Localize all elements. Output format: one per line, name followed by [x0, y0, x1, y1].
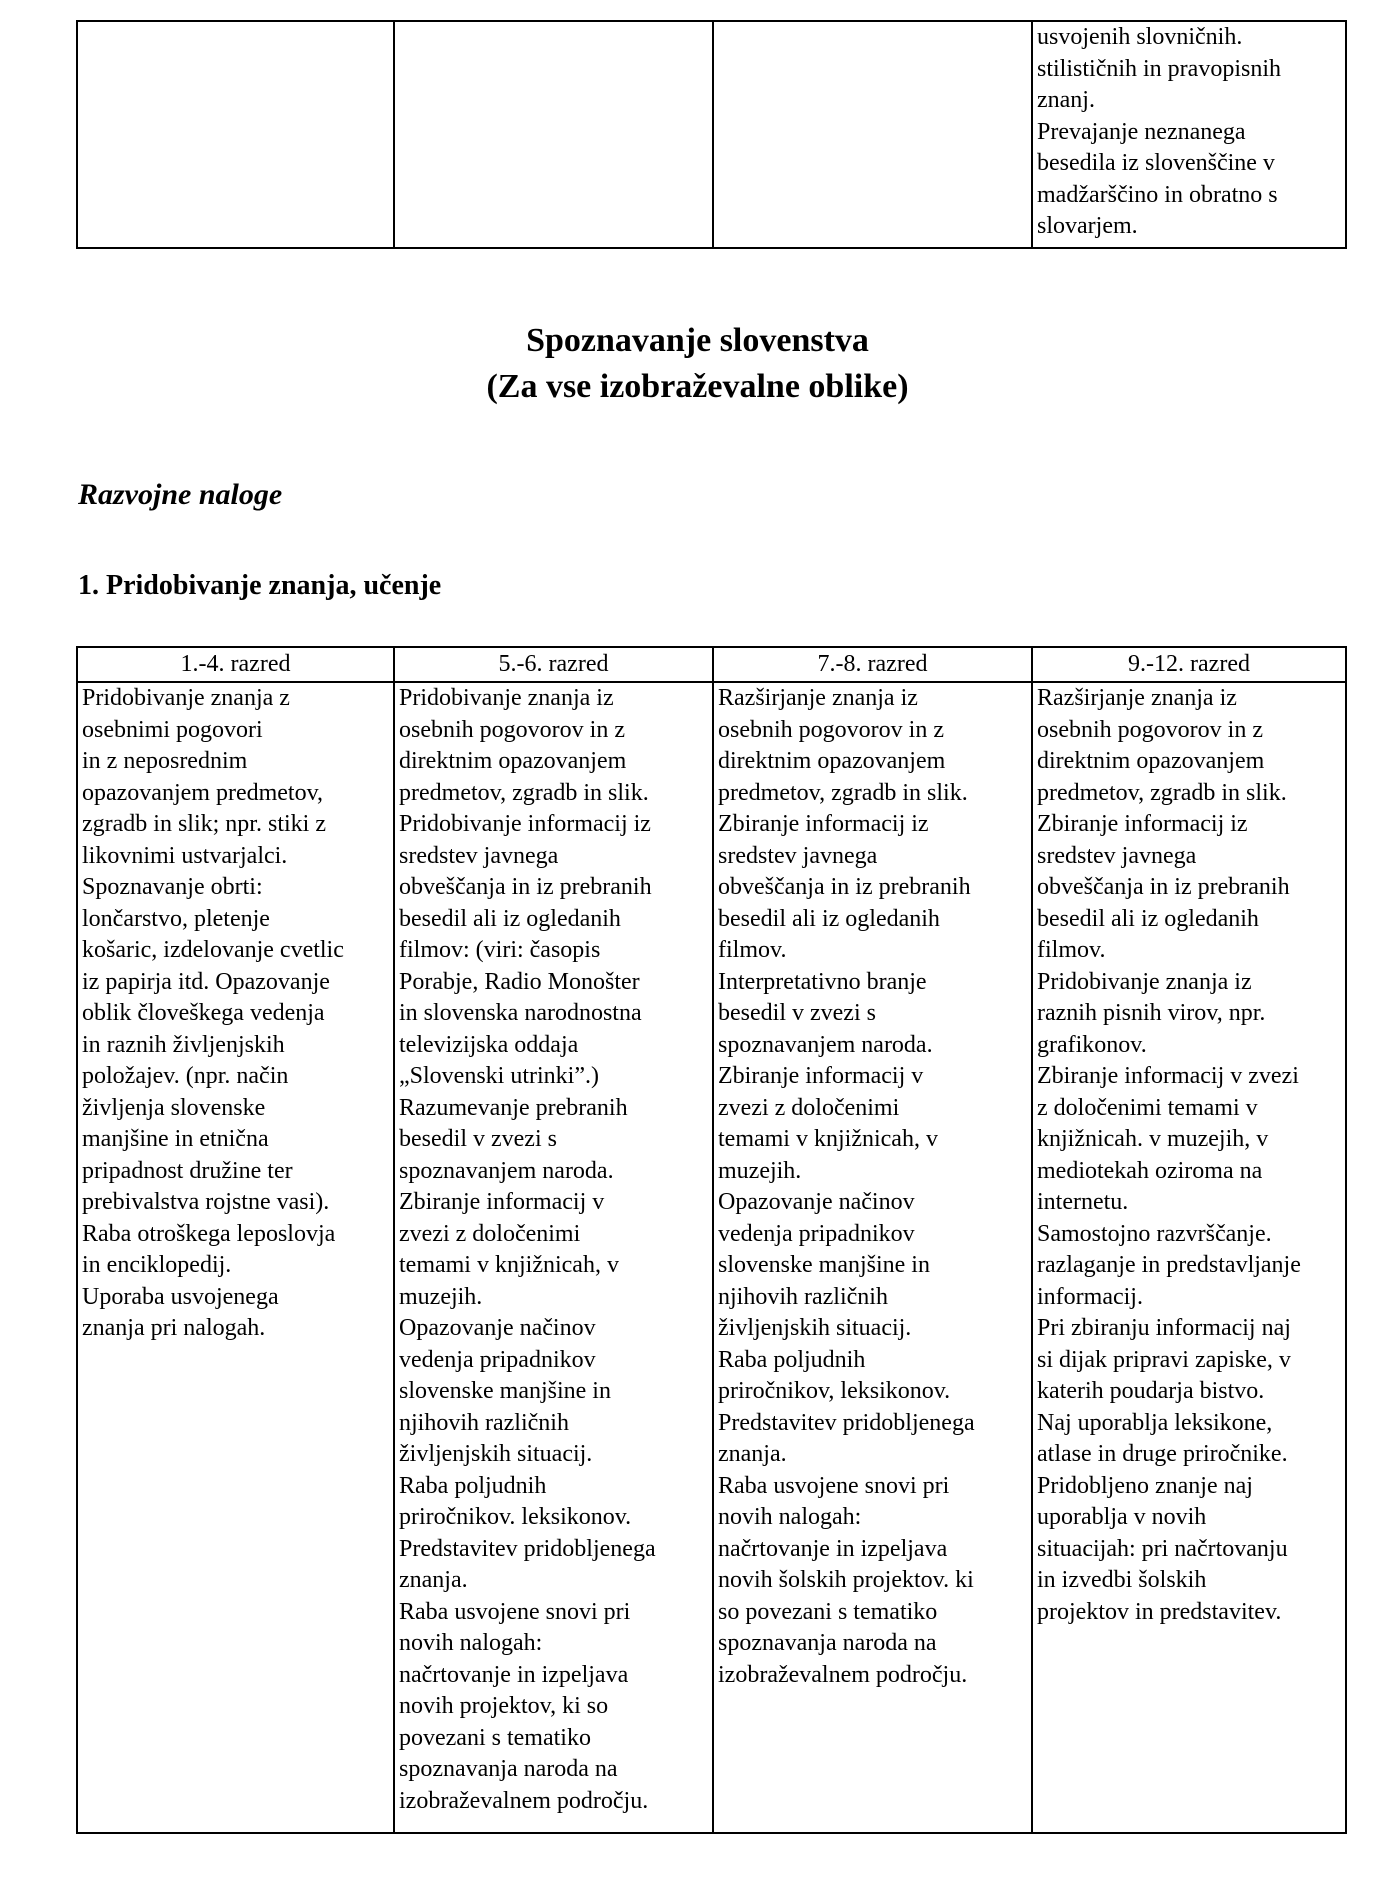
column-header-grade-1-4: 1.-4. razred [77, 647, 394, 682]
cell-grade-9-12: Razširjanje znanja iz osebnih pogovorov in z direktnim opazovanjem predmetov, zgradb in slik. Zbiranje informacij iz sredstev javnega obveščanja in iz prebranih besedil ali iz ogledanih filmov. Pridobivanje znanja iz raznih pisnih virov, npr. grafikonov. Zbiranje informacij v zvezi z določenimi temami v knjižnicah. v muzejih, v mediotekah oziroma na internetu. Samostojno razvrščanje. razlaganje in predstavljanje informacij. Pri zbiranju informacij naj si dijak pripravi zapiske, v katerih poudarja bistvo. Naj uporablja leksikone, atlase in druge priročnike. Pridobljeno znanje naj uporablja v novih situacijah: pri načrtovanju in izvedbi šolskih projektov in predstavitev. [1032, 682, 1346, 1833]
cell-grade-5-6: Pridobivanje znanja iz osebnih pogovorov in z direktnim opazovanjem predmetov, zgradb in slik. Pridobivanje informacij iz sredstev javnega obveščanja in iz prebranih besedil ali iz ogledanih filmov: (viri: časopis Porabje, Radio Monošter in slovenska narodnostna televizijska oddaja „Slovenski utrinki”.) Razumevanje prebranih besedil v zvezi s spoznavanjem naroda. Zbiranje informacij v zvezi z določenimi temami v knjižnicah, v muzejih. Opazovanje načinov vedenja pripadnikov slovenske manjšine in njihovih različnih življenjskih situacij. Raba poljudnih priročnikov. leksikonov. Predstavitev pridobljenega znanja. Raba usvojene snovi pri novih nalogah: načrtovanje in izpeljava novih projektov, ki so povezani s tematiko spoznavanja naroda na izobraževalnem področju. [394, 682, 713, 1833]
table-row [77, 21, 1346, 248]
column-header-grade-7-8: 7.-8. razred [713, 647, 1032, 682]
top-cell-3 [713, 21, 1032, 248]
subsection-heading: 1. Pridobivanje znanja, učenje [78, 570, 442, 601]
cell-grade-7-8: Razširjanje znanja iz osebnih pogovorov in z direktnim opazovanjem predmetov, zgradb in slik. Zbiranje informacij iz sredstev javnega obveščanja in iz prebranih besedil ali iz ogledanih filmov. Interpretativno branje besedil v zvezi s spoznavanjem naroda. Zbiranje informacij v zvezi z določenimi temami v knjižnicah, v muzejih. Opazovanje načinov vedenja pripadnikov slovenske manjšine in njihovih različnih življenjskih situacij. Raba poljudnih priročnikov, leksikonov. Predstavitev pridobljenega znanja. Raba usvojene snovi pri novih nalogah: načrtovanje in izpeljava novih šolskih projektov. ki so povezani s tematiko spoznavanja naroda na izobraževalnem področju. [713, 682, 1032, 1833]
top-table [76, 20, 1347, 249]
table-header-row [77, 647, 1346, 682]
page-title: Spoznavanje slovenstva [526, 322, 869, 359]
top-cell-2 [394, 21, 713, 248]
curriculum-table [76, 646, 1347, 1834]
column-header-grade-9-12: 9.-12. razred [1032, 647, 1346, 682]
top-cell-1 [77, 21, 394, 248]
column-header-grade-5-6: 5.-6. razred [394, 647, 713, 682]
table-row [77, 682, 1346, 1833]
section-heading: Razvojne naloge [78, 478, 283, 511]
top-cell-4: usvojenih slovničnih. stilističnih in pravopisnih znanj. Prevajanje neznanega besedila iz slovenščine v madžarščino in obratno s slovarjem. [1032, 21, 1346, 248]
cell-grade-1-4: Pridobivanje znanja z osebnimi pogovori in z neposrednim opazovanjem predmetov, zgradb in slik; npr. stiki z likovnimi ustvarjalci. Spoznavanje obrti: lončarstvo, pletenje košaric, izdelovanje cvetlic iz papirja itd. Opazovanje oblik človeškega vedenja in raznih življenjskih položajev. (npr. način življenja slovenske manjšine in etnična pripadnost družine ter prebivalstva rojstne vasi). Raba otroškega leposlovja in enciklopedij. Uporaba usvojenega znanja pri nalogah. [77, 682, 394, 1833]
page-subtitle: (Za vse izobraževalne oblike) [486, 368, 909, 405]
